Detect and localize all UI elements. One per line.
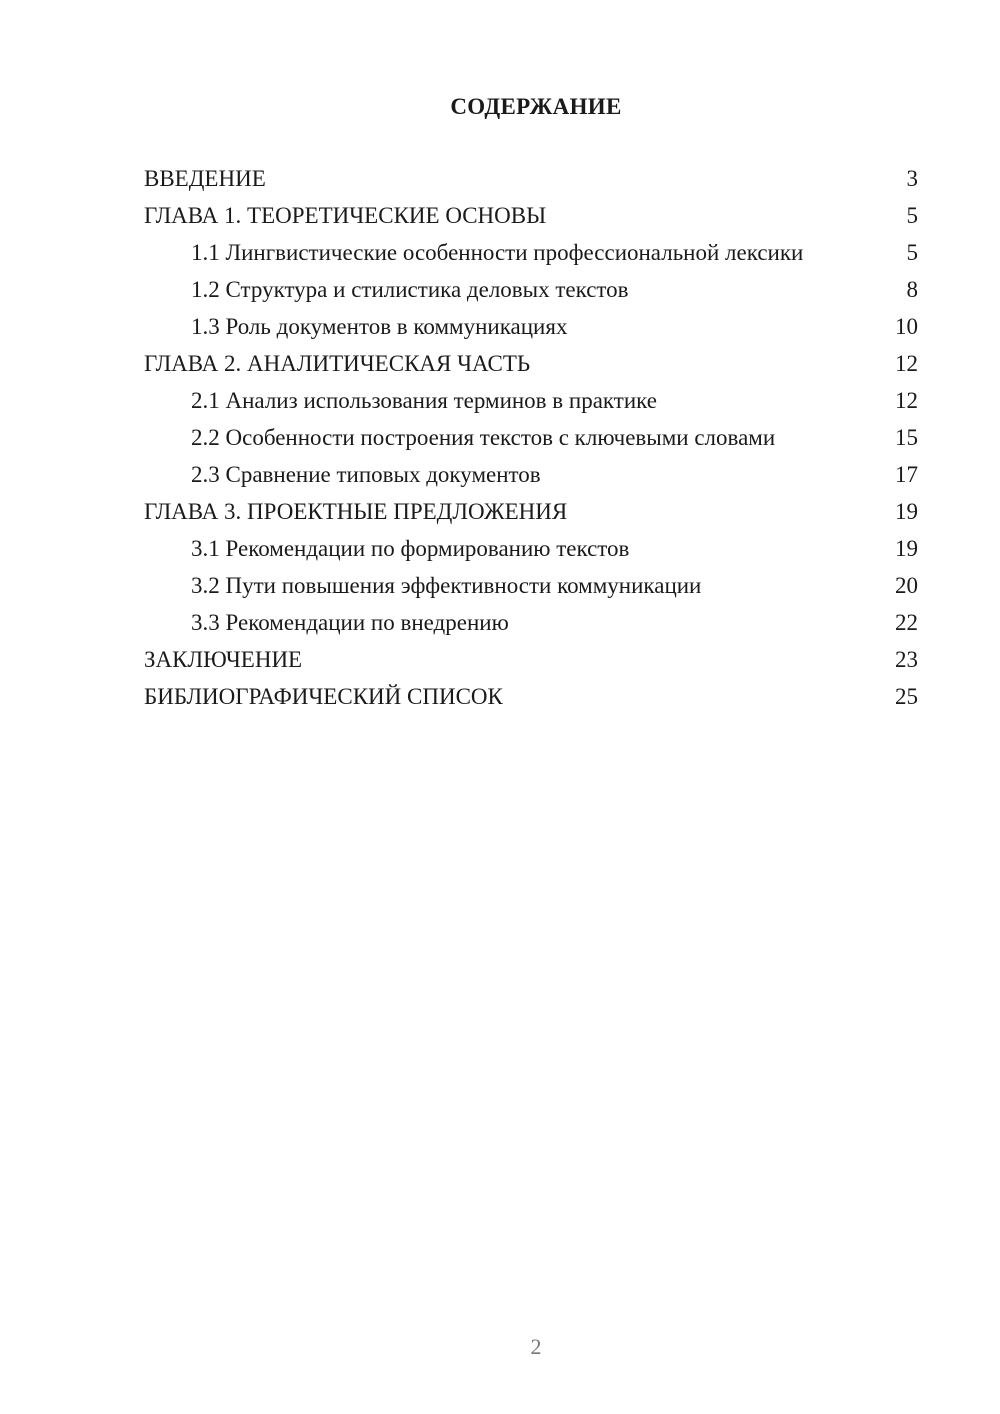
- page-number: 2: [530, 1334, 542, 1359]
- toc-entry: [144, 314, 918, 340]
- toc-entry: [144, 277, 918, 303]
- toc-entry-label: ЗАКЛЮЧЕНИЕ: [144, 647, 303, 672]
- toc-entry-page: 10: [895, 314, 918, 339]
- toc-entry: [144, 388, 918, 414]
- toc-entry-page: 15: [895, 425, 918, 450]
- page-title: СОДЕРЖАНИЕ: [450, 94, 622, 119]
- toc-entry-page: 19: [895, 499, 918, 524]
- toc-entry-page: 22: [895, 610, 918, 635]
- toc-entry-label: 3.1 Рекомендации по формированию текстов: [191, 536, 630, 561]
- toc-entry: [144, 203, 918, 229]
- toc-entry-page: 19: [895, 536, 918, 561]
- toc-entry-page: 12: [895, 351, 918, 376]
- toc-entry-page: 17: [895, 462, 918, 487]
- toc-entry-page: 20: [895, 573, 918, 598]
- toc-entry-label: БИБЛИОГРАФИЧЕСКИЙ СПИСОК: [144, 684, 503, 709]
- toc-entry-label: ВВЕДЕНИЕ: [144, 166, 266, 191]
- toc-entry: [144, 240, 918, 266]
- toc-entry: [144, 425, 918, 451]
- toc-entry-label: ГЛАВА 2. АНАЛИТИЧЕСКАЯ ЧАСТЬ: [144, 351, 531, 376]
- toc-entry-label: ГЛАВА 1. ТЕОРЕТИЧЕСКИЕ ОСНОВЫ: [144, 203, 547, 228]
- toc-entry-label: 3.3 Рекомендации по внедрению: [191, 610, 509, 635]
- toc-entry-label: ГЛАВА 3. ПРОЕКТНЫЕ ПРЕДЛОЖЕНИЯ: [144, 499, 568, 524]
- toc-entry-label: 1.2 Структура и стилистика деловых текстов: [191, 277, 629, 302]
- toc-entry-label: 1.1 Лингвистические особенности профессиональной лексики: [191, 240, 804, 265]
- toc-entry-page: 5: [906, 203, 918, 228]
- toc-entry-label: 1.3 Роль документов в коммуникациях: [191, 314, 568, 339]
- toc-entry-page: 23: [895, 647, 918, 672]
- toc-entry-label: 2.2 Особенности построения текстов с ключевыми словами: [191, 425, 776, 450]
- toc-entry: [144, 166, 918, 192]
- toc-entry: [144, 536, 918, 562]
- toc-entry: [144, 610, 918, 636]
- toc-entry-label: 2.1 Анализ использования терминов в практике: [191, 388, 657, 413]
- toc-entry: [144, 573, 918, 599]
- toc-entry-label: 3.2 Пути повышения эффективности коммуникации: [191, 573, 702, 598]
- toc-entry: [144, 499, 918, 525]
- toc-entry-page: 8: [906, 277, 918, 302]
- toc-entry: [144, 351, 918, 377]
- toc-entry: [144, 684, 918, 710]
- toc-entry: [144, 462, 918, 488]
- toc-entry-page: 25: [895, 684, 918, 709]
- toc-entry-label: 2.3 Сравнение типовых документов: [191, 462, 541, 487]
- table-of-contents: [144, 166, 918, 721]
- toc-entry: [144, 647, 918, 673]
- toc-entry-page: 3: [906, 166, 918, 191]
- toc-entry-page: 5: [906, 240, 918, 265]
- toc-entry-page: 12: [895, 388, 918, 413]
